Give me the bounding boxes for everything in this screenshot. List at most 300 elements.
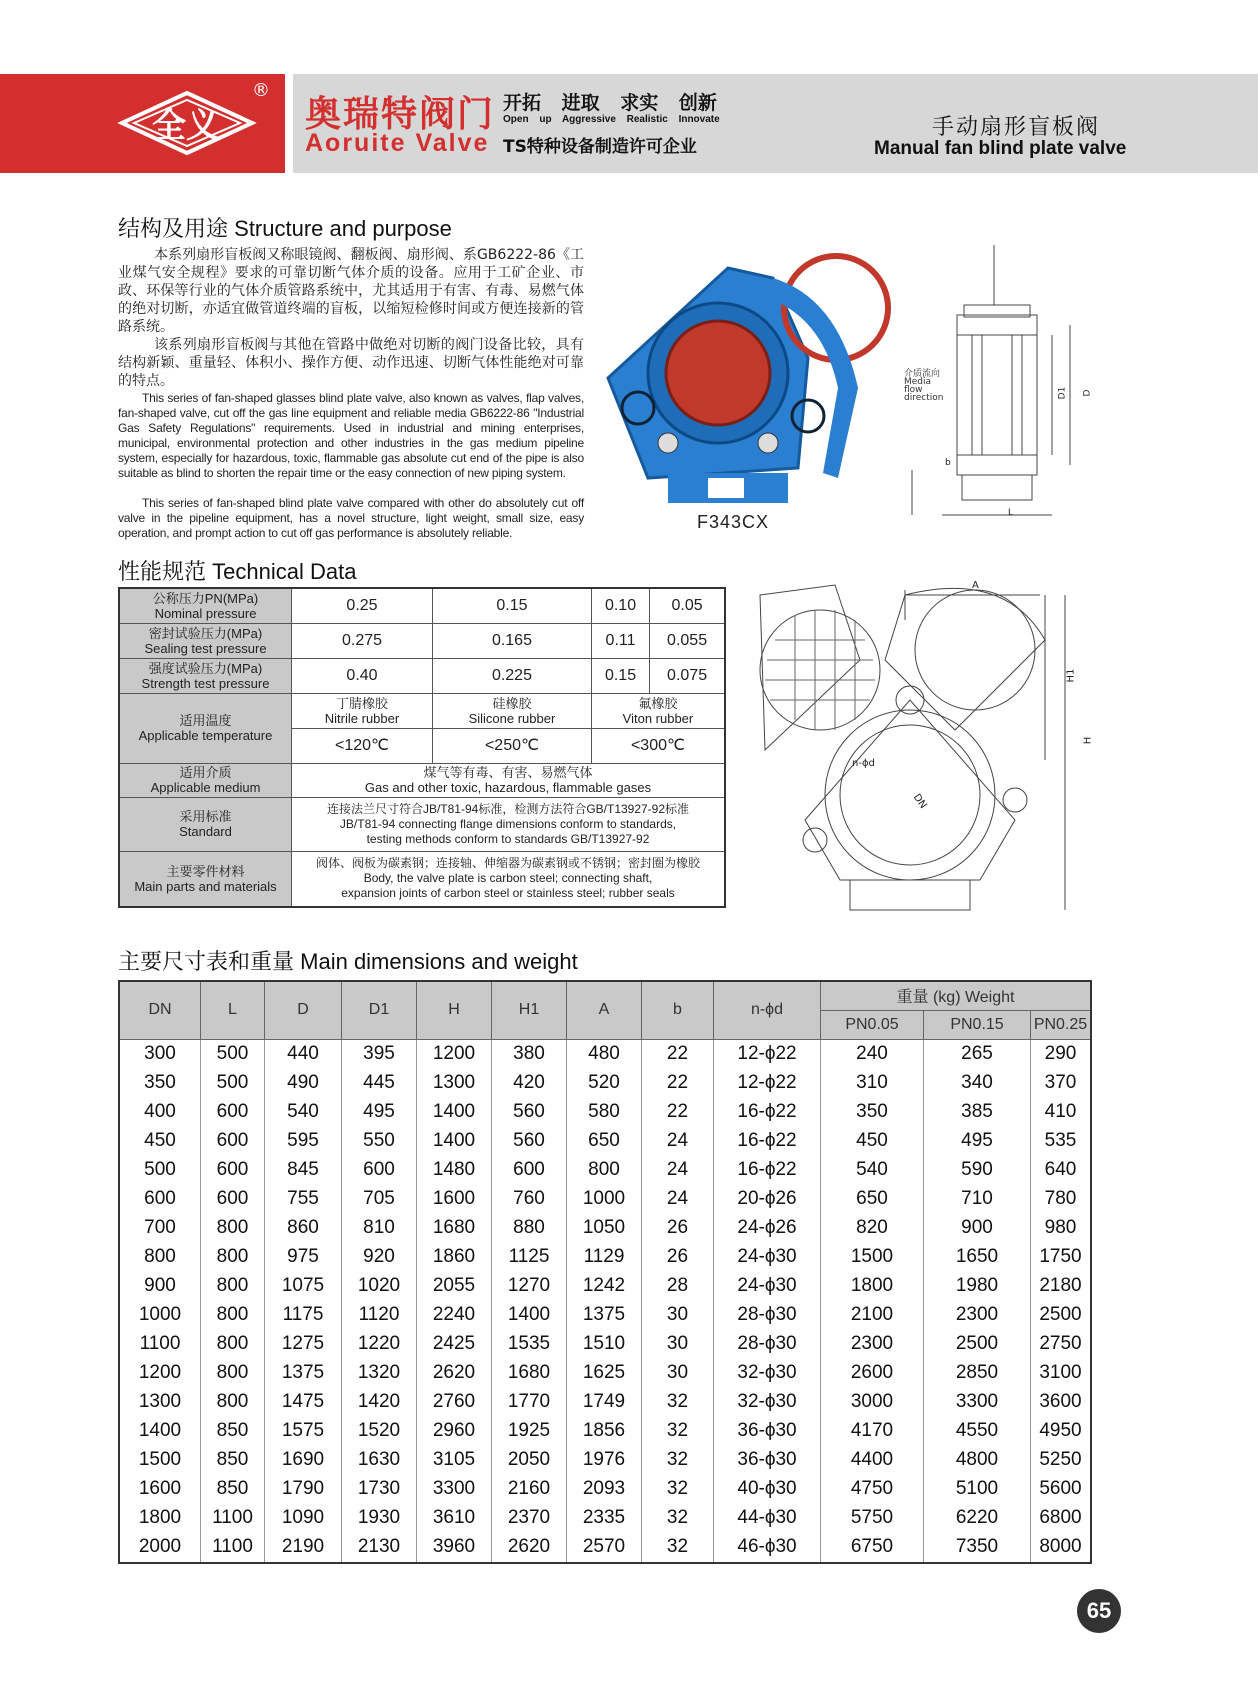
table-cell: 1980	[924, 1272, 1031, 1301]
table-cell: 3600	[1031, 1388, 1092, 1417]
table-cell: 845	[265, 1156, 342, 1185]
table-cell: 980	[1031, 1214, 1092, 1243]
front-view-drawing	[745, 580, 1085, 920]
table-cell: 连接法兰尺寸符合JB/T81-94标准，检测方法符合GB/T13927-92标准 JB/T81-94 connecting flange dimensions conform to standards, testing methods conform to standards GB/T13927-92	[292, 797, 726, 851]
table-cell: 1730	[342, 1475, 417, 1504]
row-label: 适用温度 Applicable temperature	[119, 693, 292, 763]
table-cell: 500	[201, 1069, 265, 1098]
table-cell: 1976	[567, 1446, 642, 1475]
table-cell: 420	[492, 1069, 567, 1098]
table-row	[119, 588, 725, 623]
structure-para1-en: This series of fan-shaped glasses blind plate valve, also known as valves, flap valves, fan-shaped valve, cut off the gas line equipment and reliable media GB6222-86 "Industrial Gas Safety Regulations" requirements. Used in industrial and mining enterprises, municipal, environmental protection and other industries in the gas medium pipeline system, especially for hazardous, toxic, flammable gas absolute cut end of the pipe is also suitable as blind to shorten the repair time or the easy connection of new piping system.	[118, 391, 584, 480]
table-cell: 385	[924, 1098, 1031, 1127]
table-cell: 2850	[924, 1359, 1031, 1388]
material-name: 硅橡胶 Silicone rubber	[433, 693, 592, 728]
table-cell: 1600	[417, 1185, 492, 1214]
table-cell: 32	[642, 1533, 714, 1563]
table-cell: 1400	[417, 1098, 492, 1127]
table-row	[119, 1446, 1091, 1475]
table-cell: 445	[342, 1069, 417, 1098]
table-cell: 28-ϕ30	[714, 1330, 821, 1359]
column-header: PN0.25	[1031, 1010, 1092, 1039]
table-cell: 1320	[342, 1359, 417, 1388]
table-cell: 860	[265, 1214, 342, 1243]
table-cell: 800	[567, 1156, 642, 1185]
table-cell: 2160	[492, 1475, 567, 1504]
table-cell: 1300	[417, 1069, 492, 1098]
table-cell: 0.15	[433, 588, 592, 623]
table-cell: 1475	[265, 1388, 342, 1417]
table-cell: 600	[201, 1127, 265, 1156]
table-cell: 1420	[342, 1388, 417, 1417]
page-number: 65	[1077, 1589, 1121, 1633]
table-cell: 1090	[265, 1504, 342, 1533]
table-cell: 7350	[924, 1533, 1031, 1563]
table-cell: 440	[265, 1039, 342, 1069]
column-header: L	[201, 981, 265, 1039]
table-cell: 640	[1031, 1156, 1092, 1185]
table-cell: 2620	[417, 1359, 492, 1388]
dim-label-d: D	[1082, 389, 1093, 397]
table-cell: 2240	[417, 1301, 492, 1330]
table-cell: 800	[201, 1214, 265, 1243]
table-cell: 16-ϕ22	[714, 1098, 821, 1127]
brand-name-en: Aoruite Valve	[305, 129, 490, 157]
table-cell: 32	[642, 1388, 714, 1417]
table-cell: 3100	[1031, 1359, 1092, 1388]
table-cell: 240	[821, 1039, 924, 1069]
table-cell: 6800	[1031, 1504, 1092, 1533]
table-cell: 22	[642, 1098, 714, 1127]
table-cell: 1630	[342, 1446, 417, 1475]
table-cell: 5250	[1031, 1446, 1092, 1475]
table-cell: 30	[642, 1301, 714, 1330]
row-label: 强度试验压力(MPa) Strength test pressure	[119, 658, 292, 693]
table-cell: 3960	[417, 1533, 492, 1563]
table-cell: 12-ϕ22	[714, 1069, 821, 1098]
table-cell: 780	[1031, 1185, 1092, 1214]
table-cell: 480	[567, 1039, 642, 1069]
table-cell: 595	[265, 1127, 342, 1156]
table-cell: 1625	[567, 1359, 642, 1388]
table-row	[119, 763, 725, 797]
table-cell: 290	[1031, 1039, 1092, 1069]
table-cell: 44-ϕ30	[714, 1504, 821, 1533]
table-cell: 810	[342, 1214, 417, 1243]
table-cell: <120℃	[292, 728, 433, 763]
table-cell: 32	[642, 1475, 714, 1504]
table-cell: 20-ϕ26	[714, 1185, 821, 1214]
column-header: H	[417, 981, 492, 1039]
table-cell: 1375	[265, 1359, 342, 1388]
table-cell: 1800	[821, 1272, 924, 1301]
table-row	[119, 797, 725, 851]
table-cell: 0.40	[292, 658, 433, 693]
product-title-cn: 手动扇形盲板阀	[932, 115, 1101, 140]
table-cell: 3000	[821, 1388, 924, 1417]
table-cell: 2180	[1031, 1272, 1092, 1301]
table-cell: 760	[492, 1185, 567, 1214]
table-cell: 2500	[924, 1330, 1031, 1359]
table-row	[119, 1417, 1091, 1446]
table-row	[119, 1359, 1091, 1388]
table-cell: 535	[1031, 1127, 1092, 1156]
table-cell: 495	[924, 1127, 1031, 1156]
table-cell: 710	[924, 1185, 1031, 1214]
table-row	[119, 623, 725, 658]
table-cell: 300	[119, 1039, 201, 1069]
table-cell: 450	[821, 1127, 924, 1156]
table-cell: 1125	[492, 1243, 567, 1272]
technical-section-title: 性能规范 Technical Data	[118, 559, 357, 585]
table-cell: 1480	[417, 1156, 492, 1185]
table-cell: 380	[492, 1039, 567, 1069]
table-cell: 600	[201, 1156, 265, 1185]
table-cell: 1750	[1031, 1243, 1092, 1272]
table-cell: 600	[342, 1156, 417, 1185]
table-cell: 880	[492, 1214, 567, 1243]
table-row	[119, 1069, 1091, 1098]
valve-product-photo	[598, 238, 898, 513]
table-cell: 350	[821, 1098, 924, 1127]
table-row	[119, 1533, 1091, 1563]
table-cell: 560	[492, 1098, 567, 1127]
table-cell: 600	[492, 1156, 567, 1185]
table-cell: 26	[642, 1243, 714, 1272]
row-label: 适用介质 Applicable medium	[119, 763, 292, 797]
column-header: PN0.05	[821, 1010, 924, 1039]
table-cell: 350	[119, 1069, 201, 1098]
dim-label-d1: D1	[1057, 386, 1068, 400]
table-cell: 800	[201, 1359, 265, 1388]
column-header: A	[567, 981, 642, 1039]
table-cell: 0.15	[591, 658, 649, 693]
table-cell: 540	[265, 1098, 342, 1127]
table-cell: 26	[642, 1214, 714, 1243]
table-cell: 1270	[492, 1272, 567, 1301]
table-cell: 36-ϕ30	[714, 1417, 821, 1446]
table-cell: 700	[119, 1214, 201, 1243]
table-cell: 4400	[821, 1446, 924, 1475]
table-cell: 2190	[265, 1533, 342, 1563]
table-cell: 1400	[492, 1301, 567, 1330]
table-row	[119, 1156, 1091, 1185]
table-row	[119, 658, 725, 693]
table-cell: 1500	[119, 1446, 201, 1475]
table-cell: 28	[642, 1272, 714, 1301]
table-cell: 920	[342, 1243, 417, 1272]
table-cell: 3300	[924, 1388, 1031, 1417]
dim-label-a: A	[972, 580, 979, 591]
table-cell: 32	[642, 1504, 714, 1533]
table-cell: <300℃	[591, 728, 725, 763]
table-cell: 1200	[417, 1039, 492, 1069]
table-cell: 820	[821, 1214, 924, 1243]
table-row	[119, 1185, 1091, 1214]
table-cell: 5600	[1031, 1475, 1092, 1504]
table-cell: 800	[119, 1243, 201, 1272]
product-title-en: Manual fan blind plate valve	[874, 138, 1127, 159]
registered-mark: ®	[252, 80, 270, 101]
dim-label-h1: H1	[1065, 668, 1077, 683]
table-cell: 4950	[1031, 1417, 1092, 1446]
dim-label-l: L	[1008, 508, 1014, 518]
table-cell: 36-ϕ30	[714, 1446, 821, 1475]
table-cell: 1050	[567, 1214, 642, 1243]
table-cell: 850	[201, 1446, 265, 1475]
table-cell: 2300	[821, 1330, 924, 1359]
table-cell: 2050	[492, 1446, 567, 1475]
ts-license-text: TS特种设备制造许可企业	[503, 137, 697, 157]
table-cell: 975	[265, 1243, 342, 1272]
table-cell: 1575	[265, 1417, 342, 1446]
structure-para1-cn: 本系列扇形盲板阀又称眼镜阀、翻板阀、扇形阀、系GB6222-86《工业煤气安全规程》要求的可靠切断气体介质的设备。应用于工矿企业、市政、环保等行业的气体介质管路系统中，尤其适用于有害、有毒、易燃气体的绝对切断，亦适宜做管道终端的盲板，以缩短检修时间或方便连接新的管路系统。	[118, 247, 584, 335]
table-cell: 800	[201, 1243, 265, 1272]
table-cell: 600	[119, 1185, 201, 1214]
table-cell: 600	[201, 1185, 265, 1214]
table-row	[119, 1388, 1091, 1417]
table-cell: 2760	[417, 1388, 492, 1417]
table-cell: 0.10	[591, 588, 649, 623]
table-cell: 1129	[567, 1243, 642, 1272]
table-cell: 0.075	[650, 658, 725, 693]
structure-section-title: 结构及用途 Structure and purpose	[118, 216, 452, 242]
table-cell: 1100	[201, 1533, 265, 1563]
table-cell: 6750	[821, 1533, 924, 1563]
structure-para2-cn: 该系列扇形盲板阀与其他在管路中做绝对切断的阀门设备比较，具有结构新颖、重量轻、体积小、操作方便、动作迅速、切断气体性能绝对可靠的特点。	[118, 337, 584, 389]
table-cell: 2960	[417, 1417, 492, 1446]
table-cell: 1930	[342, 1504, 417, 1533]
table-row	[119, 1504, 1091, 1533]
table-cell: 24	[642, 1127, 714, 1156]
table-cell: 265	[924, 1039, 1031, 1069]
table-cell: 5100	[924, 1475, 1031, 1504]
weight-header: 重量 (kg) Weight	[821, 981, 1092, 1010]
table-cell: 1300	[119, 1388, 201, 1417]
table-cell: 450	[119, 1127, 201, 1156]
page-header	[0, 74, 1258, 173]
table-cell: 1275	[265, 1330, 342, 1359]
row-label: 公称压力PN(MPa) Nominal pressure	[119, 588, 292, 623]
table-cell: 24	[642, 1156, 714, 1185]
table-cell: 8000	[1031, 1533, 1092, 1563]
table-cell: 1790	[265, 1475, 342, 1504]
table-row	[119, 693, 725, 728]
dim-label-b: b	[945, 458, 951, 468]
table-cell: 4800	[924, 1446, 1031, 1475]
table-cell: 1535	[492, 1330, 567, 1359]
table-cell: 1075	[265, 1272, 342, 1301]
table-cell: 2600	[821, 1359, 924, 1388]
table-cell: 3300	[417, 1475, 492, 1504]
table-cell: 1800	[119, 1504, 201, 1533]
table-row	[119, 1098, 1091, 1127]
table-cell: 46-ϕ30	[714, 1533, 821, 1563]
table-cell: 2100	[821, 1301, 924, 1330]
row-label: 主要零件材料 Main parts and materials	[119, 851, 292, 907]
table-cell: 410	[1031, 1098, 1092, 1127]
table-cell: 24-ϕ30	[714, 1272, 821, 1301]
table-cell: 5750	[821, 1504, 924, 1533]
table-row	[119, 1214, 1091, 1243]
dim-label-h: H	[1082, 736, 1094, 745]
table-cell: 24-ϕ30	[714, 1243, 821, 1272]
table-cell: 500	[119, 1156, 201, 1185]
table-cell: 755	[265, 1185, 342, 1214]
table-cell: 28-ϕ30	[714, 1301, 821, 1330]
table-row	[119, 1243, 1091, 1272]
table-row	[119, 851, 725, 907]
header-row	[119, 981, 1091, 1010]
column-header: D	[265, 981, 342, 1039]
dimensions-table	[118, 980, 1092, 1564]
table-cell: 3105	[417, 1446, 492, 1475]
column-header: PN0.15	[924, 1010, 1031, 1039]
row-label: 采用标准 Standard	[119, 797, 292, 851]
table-cell: 24	[642, 1185, 714, 1214]
table-cell: 1600	[119, 1475, 201, 1504]
table-cell: 16-ϕ22	[714, 1127, 821, 1156]
table-cell: 395	[342, 1039, 417, 1069]
dim-label-nd: n-ϕd	[852, 758, 875, 769]
table-row	[119, 1127, 1091, 1156]
table-cell: 370	[1031, 1069, 1092, 1098]
table-cell: 2500	[1031, 1301, 1092, 1330]
table-cell: 580	[567, 1098, 642, 1127]
table-cell: 0.225	[433, 658, 592, 693]
table-cell: 1770	[492, 1388, 567, 1417]
table-row	[119, 1475, 1091, 1504]
table-cell: 1520	[342, 1417, 417, 1446]
table-cell: 310	[821, 1069, 924, 1098]
table-cell: 1400	[119, 1417, 201, 1446]
table-cell: 520	[567, 1069, 642, 1098]
table-cell: 30	[642, 1359, 714, 1388]
table-cell: 1175	[265, 1301, 342, 1330]
table-row	[119, 1039, 1091, 1069]
table-cell: 1200	[119, 1359, 201, 1388]
table-cell: 1510	[567, 1330, 642, 1359]
table-cell: 12-ϕ22	[714, 1039, 821, 1069]
row-label: 密封试验压力(MPa) Sealing test pressure	[119, 623, 292, 658]
table-cell: 3610	[417, 1504, 492, 1533]
table-cell: 煤气等有毒、有害、易燃气体 Gas and other toxic, hazardous, flammable gases	[292, 763, 726, 797]
table-cell: 540	[821, 1156, 924, 1185]
table-cell: 2130	[342, 1533, 417, 1563]
table-cell: 2300	[924, 1301, 1031, 1330]
table-cell: 1120	[342, 1301, 417, 1330]
table-cell: 0.11	[591, 623, 649, 658]
structure-para2-en: This series of fan-shaped blind plate valve compared with other do absolutely cut off valve in the pipeline equipment, has a novel structure, light weight, small size, easy operation, and prompt action to cut off gas performance is absolutely reliable.	[118, 496, 584, 540]
material-name: 氟橡胶 Viton rubber	[591, 693, 725, 728]
table-cell: 4750	[821, 1475, 924, 1504]
table-cell: 1856	[567, 1417, 642, 1446]
logo-panel	[0, 74, 285, 173]
table-cell: 40-ϕ30	[714, 1475, 821, 1504]
table-cell: 1650	[924, 1243, 1031, 1272]
slogan-cn: 开拓 进取 求实 创新	[503, 92, 717, 114]
table-cell: 2425	[417, 1330, 492, 1359]
table-row	[119, 1301, 1091, 1330]
table-cell: 900	[924, 1214, 1031, 1243]
table-cell: 4170	[821, 1417, 924, 1446]
table-cell: 2335	[567, 1504, 642, 1533]
table-cell: <250℃	[433, 728, 592, 763]
table-cell: 32	[642, 1417, 714, 1446]
table-cell: 650	[567, 1127, 642, 1156]
table-cell: 2093	[567, 1475, 642, 1504]
table-row	[119, 1330, 1091, 1359]
table-cell: 800	[201, 1388, 265, 1417]
column-header: b	[642, 981, 714, 1039]
table-cell: 32-ϕ30	[714, 1388, 821, 1417]
column-header: H1	[492, 981, 567, 1039]
table-cell: 800	[201, 1330, 265, 1359]
table-cell: 阀体、阀板为碳素钢；连接轴、伸缩器为碳素钢或不锈钢；密封圈为橡胶 Body, the valve plate is carbon steel; connecting shaft, expansion joints of carbon steel or stainless steel; rubber seals	[292, 851, 726, 907]
table-cell: 4550	[924, 1417, 1031, 1446]
column-header: D1	[342, 981, 417, 1039]
slogan-en: Open up Aggressive Realistic Innovate	[503, 114, 720, 125]
table-cell: 0.05	[650, 588, 725, 623]
table-cell: 800	[201, 1272, 265, 1301]
table-cell: 850	[201, 1417, 265, 1446]
column-header: DN	[119, 981, 201, 1039]
table-cell: 30	[642, 1330, 714, 1359]
table-cell: 590	[924, 1156, 1031, 1185]
media-flow-label: 介质流向 Media flow direction	[904, 369, 944, 403]
technical-data-table	[118, 587, 726, 908]
table-cell: 650	[821, 1185, 924, 1214]
table-row	[119, 1272, 1091, 1301]
table-cell: 1680	[492, 1359, 567, 1388]
column-header: n-ϕd	[714, 981, 821, 1039]
table-cell: 400	[119, 1098, 201, 1127]
table-cell: 600	[201, 1098, 265, 1127]
table-cell: 24-ϕ26	[714, 1214, 821, 1243]
table-cell: 1375	[567, 1301, 642, 1330]
table-cell: 1000	[567, 1185, 642, 1214]
table-cell: 1680	[417, 1214, 492, 1243]
logo-text: 全义	[152, 106, 220, 146]
table-cell: 2620	[492, 1533, 567, 1563]
table-cell: 2570	[567, 1533, 642, 1563]
dim-label-dn: DN	[910, 792, 929, 811]
table-cell: 1242	[567, 1272, 642, 1301]
table-cell: 705	[342, 1185, 417, 1214]
table-cell: 1220	[342, 1330, 417, 1359]
table-cell: 1100	[201, 1504, 265, 1533]
model-number: F343CX	[697, 512, 770, 532]
table-cell: 2750	[1031, 1330, 1092, 1359]
table-cell: 495	[342, 1098, 417, 1127]
table-cell: 550	[342, 1127, 417, 1156]
table-cell: 1860	[417, 1243, 492, 1272]
table-cell: 2055	[417, 1272, 492, 1301]
table-cell: 900	[119, 1272, 201, 1301]
table-cell: 1690	[265, 1446, 342, 1475]
table-cell: 1020	[342, 1272, 417, 1301]
dimensions-table-body	[119, 1039, 1091, 1563]
table-cell: 22	[642, 1039, 714, 1069]
table-cell: 0.25	[292, 588, 433, 623]
table-cell: 490	[265, 1069, 342, 1098]
table-cell: 2000	[119, 1533, 201, 1563]
table-cell: 1400	[417, 1127, 492, 1156]
table-cell: 16-ϕ22	[714, 1156, 821, 1185]
table-cell: 2370	[492, 1504, 567, 1533]
table-cell: 1925	[492, 1417, 567, 1446]
dimensions-section-title: 主要尺寸表和重量 Main dimensions and weight	[118, 949, 578, 975]
